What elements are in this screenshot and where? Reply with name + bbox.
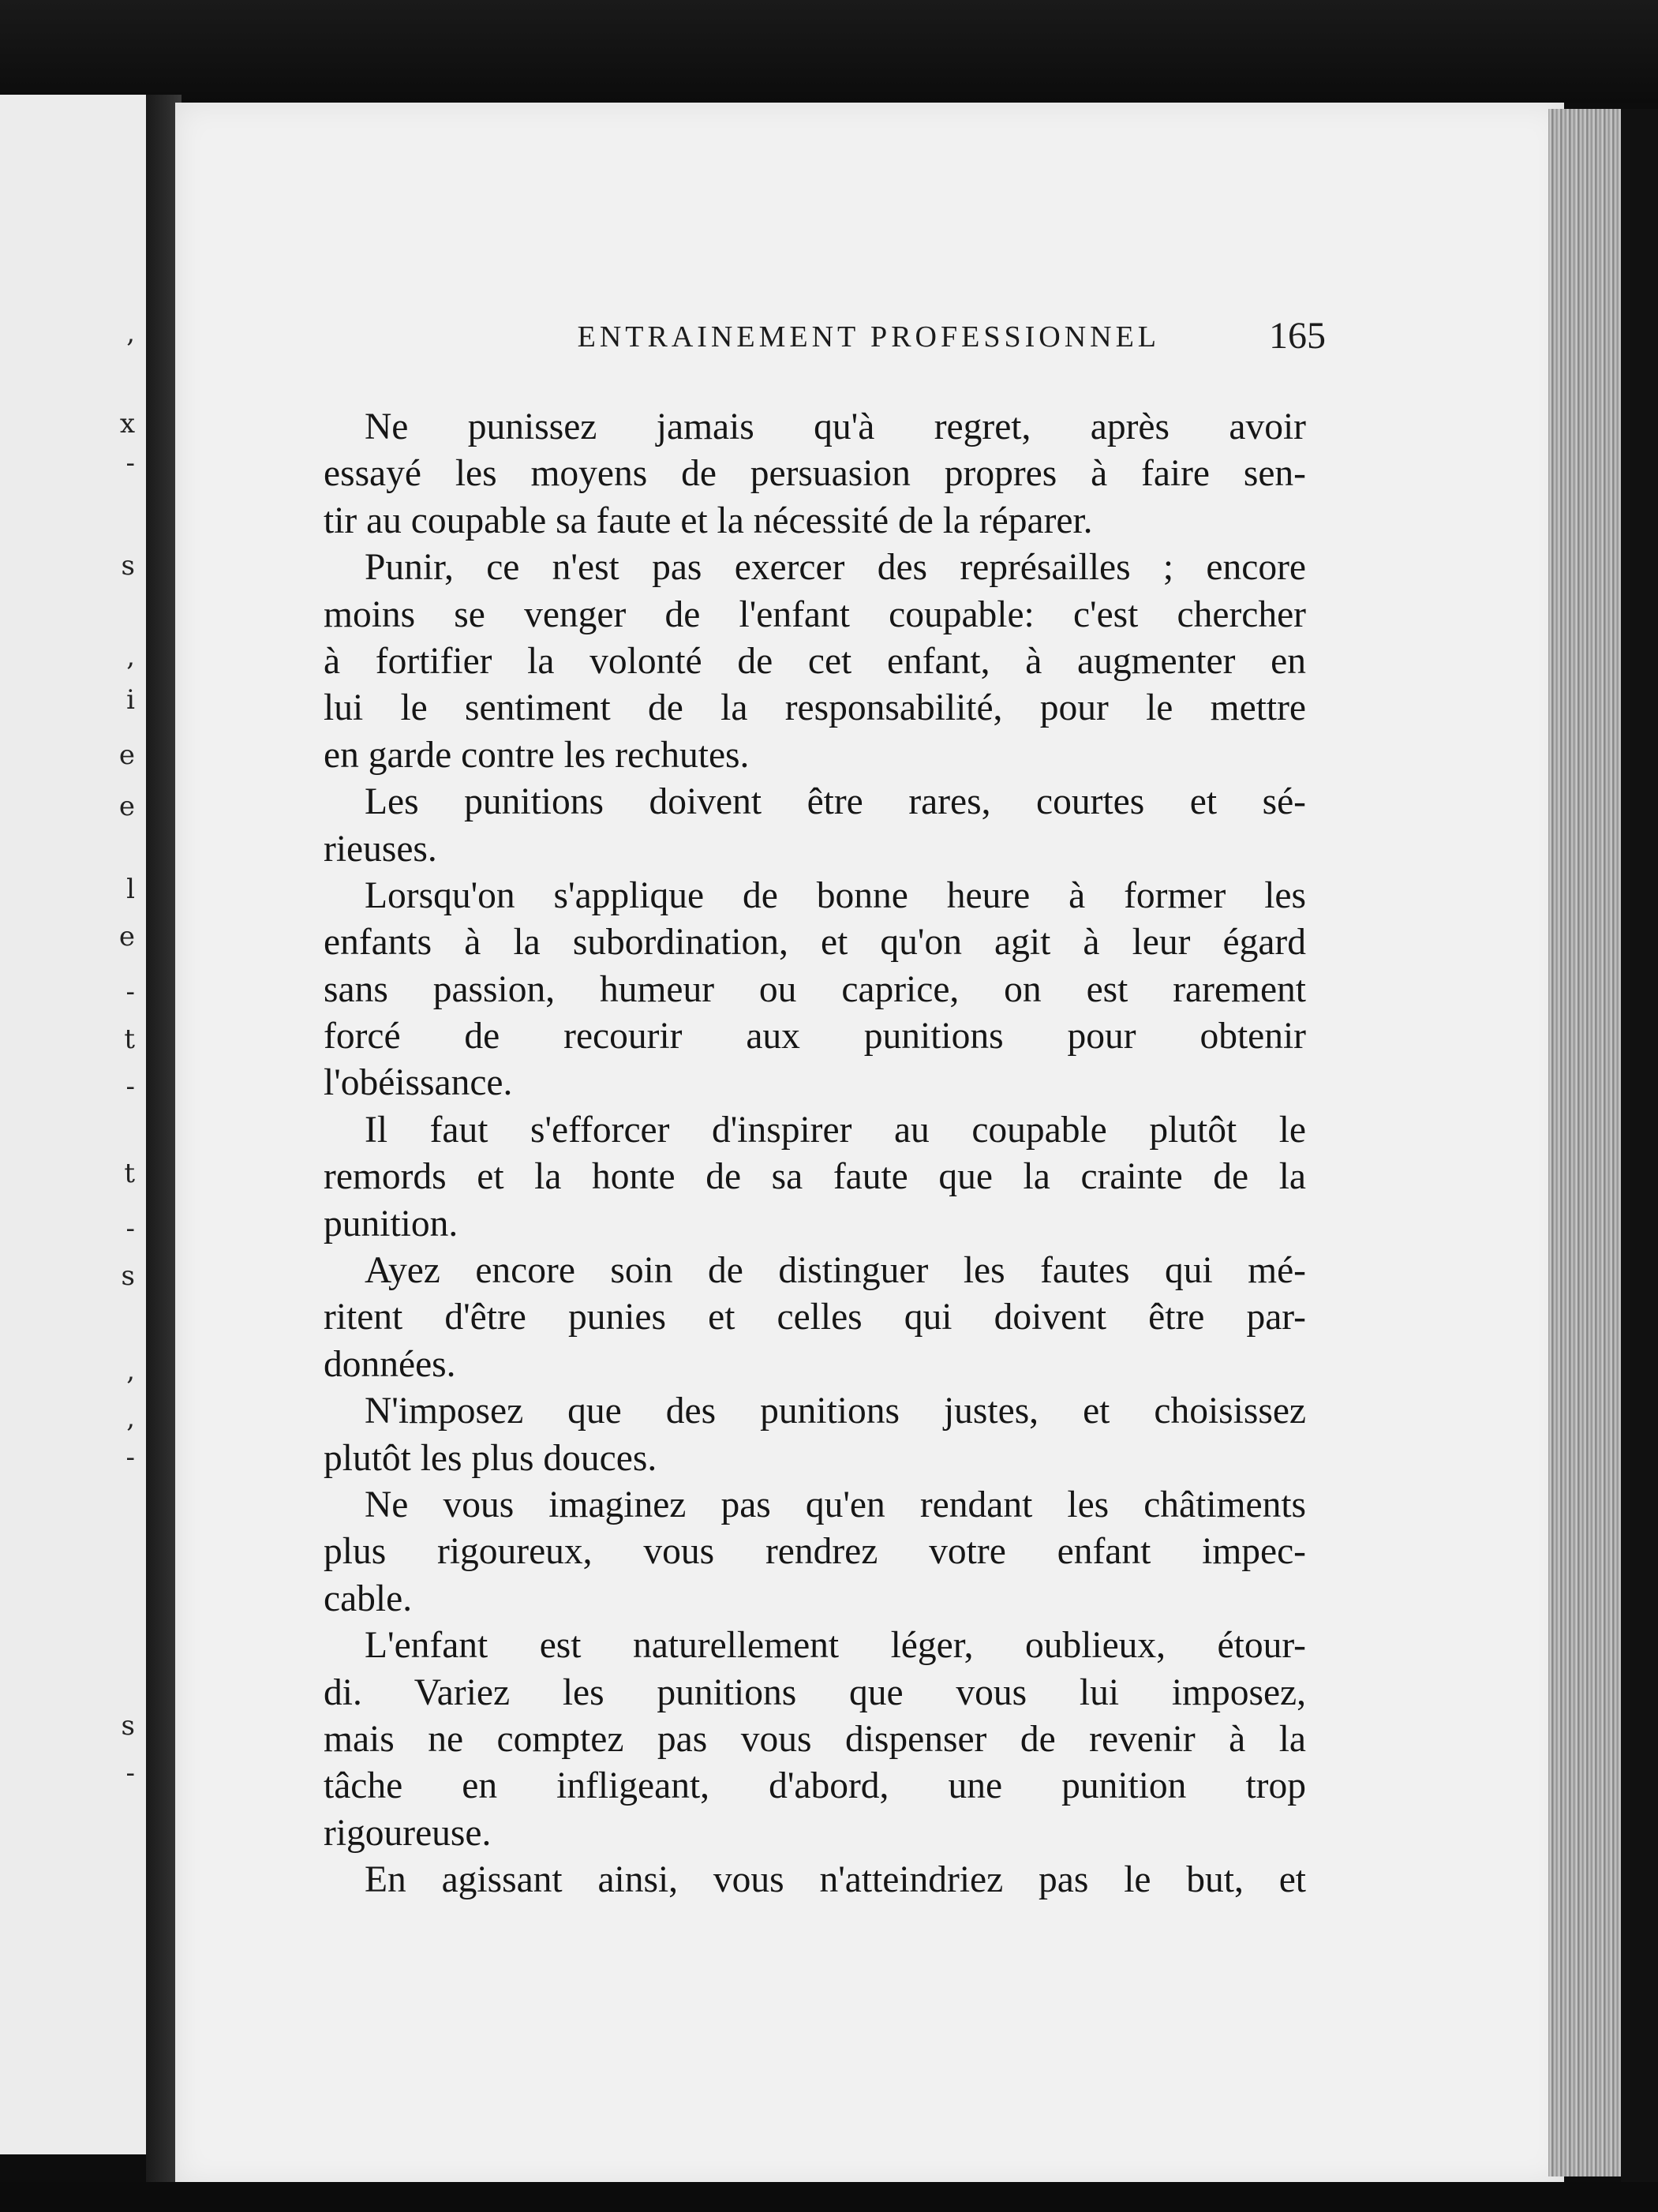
facing-page-fragment: - [125,447,135,479]
text-line: lui le sentiment de la responsabilité, pour le mettre [324,687,1306,729]
text-line: Ayez encore soin de distinguer les fautes qui mé- [365,1250,1306,1292]
text-line: à fortifier la volonté de cet enfant, à augmenter en [324,640,1306,682]
text-line: Punir, ce n'est pas exercer des représailles ; encore [365,547,1306,589]
text-line: en garde contre les rechutes. [324,734,750,776]
text-line: Ne vous imaginez pas qu'en rendant les châtiments [365,1484,1306,1525]
text-line: rieuses. [324,828,437,870]
text-line: Ne punissez jamais qu'à regret, après avoir [365,406,1306,447]
text-line: L'enfant est naturellement léger, oublieux, étour- [365,1625,1306,1667]
facing-page-fragment: , [126,317,135,349]
text-line: plus rigoureux, vous rendrez votre enfant impec- [324,1531,1306,1573]
facing-page-fragment: , [126,1355,135,1387]
facing-page-fragment: i [126,684,135,716]
facing-page-fragment: s [121,1710,135,1742]
page-number: 165 [1269,315,1326,357]
facing-page-fragment: s [121,550,135,582]
facing-page-fragment: x [119,408,135,440]
facing-page-fragment: , [126,1402,135,1434]
facing-page-fragment: l [126,874,135,905]
facing-page-fragment: - [125,1213,135,1244]
text-line: plutôt les plus douces. [324,1437,657,1479]
facing-page-fragment: - [125,1071,135,1102]
running-header-title: ENTRAINEMENT PROFESSIONNEL [577,320,1160,354]
text-line: sans passion, humeur ou caprice, on est rarement [324,968,1306,1010]
facing-page-fragment: - [125,1757,135,1789]
text-line: Les punitions doivent être rares, courtes et sé- [365,781,1306,823]
text-line: di. Variez les punitions que vous lui imposez, [324,1671,1306,1713]
text-line: Lorsqu'on s'applique de bonne heure à former les [365,874,1306,916]
facing-page-fragment: e [118,921,135,953]
body-text [324,404,1306,1904]
text-line: ritent d'être punies et celles qui doivent être par- [324,1297,1306,1338]
text-line: mais ne comptez pas vous dispenser de revenir à la [324,1718,1306,1760]
facing-page-fragment: e [118,739,135,771]
text-line: données. [324,1343,456,1385]
text-line: l'obéissance. [324,1062,513,1104]
text-line: tâche en infligeant, d'abord, une punition trop [324,1765,1306,1807]
top-shadow [0,0,1658,103]
text-line: enfants à la subordination, et qu'on agit à leur égard [324,922,1306,964]
right-margin-shadow [1621,109,1658,2212]
text-line: cable. [324,1578,413,1619]
text-line: Il faut s'efforcer d'inspirer au coupable plutôt le [365,1109,1306,1151]
facing-left-page [0,95,152,2154]
facing-page-fragment: - [125,976,135,1008]
text-line: moins se venger de l'enfant coupable: c'est chercher [324,593,1306,635]
facing-page-fragment: t [124,1158,135,1189]
bottom-shadow [0,2182,1658,2212]
text-line: punition. [324,1203,458,1244]
facing-page-fragment: e [118,791,135,822]
text-line: essayé les moyens de persuasion propres à faire sen- [324,453,1306,495]
text-line: En agissant ainsi, vous n'atteindriez pas le but, et [365,1859,1306,1901]
text-line: N'imposez que des punitions justes, et choisissez [365,1390,1306,1432]
page-edges [1548,109,1621,2176]
facing-page-fragment: t [124,1024,135,1055]
text-line: forcé de recourir aux punitions pour obtenir [324,1016,1306,1057]
facing-page-fragment: , [126,641,135,672]
facing-page-fragment: - [125,1442,135,1473]
facing-page-fragment: s [121,1260,135,1292]
text-line: remords et la honte de sa faute que la crainte de la [324,1156,1306,1198]
text-line: rigoureuse. [324,1812,492,1854]
text-line: tir au coupable sa faute et la nécessité de la réparer. [324,500,1093,541]
